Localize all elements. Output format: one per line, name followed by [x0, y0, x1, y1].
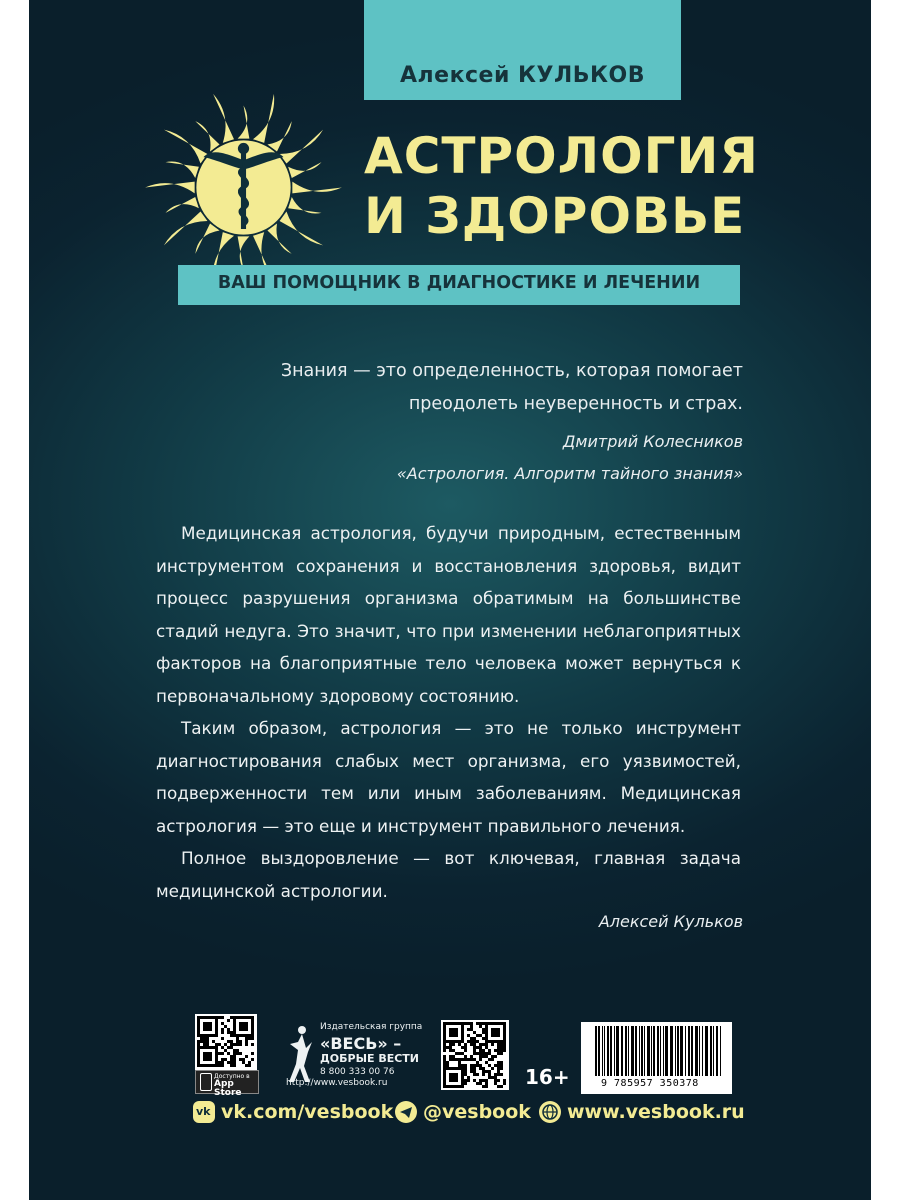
sun-ray — [267, 224, 291, 254]
sun-ray — [213, 94, 234, 143]
sun-ray — [166, 161, 199, 178]
title-line-1: АСТРОЛОГИЯ — [364, 127, 759, 185]
annotation-text — [156, 517, 741, 907]
sun-ray — [280, 211, 324, 245]
website-qr-code[interactable] — [441, 1020, 509, 1090]
isbn-number: 9 785957 350378 — [601, 1078, 699, 1089]
barcode-bars — [581, 1022, 732, 1078]
epigraph-author: Дмитрий Колесников — [562, 432, 743, 451]
publisher-block — [282, 1020, 434, 1090]
age-rating: 16+ — [525, 1065, 570, 1089]
telegram-link[interactable] — [395, 1101, 531, 1123]
publisher-url[interactable]: http://www.vesbook.ru — [286, 1078, 388, 1088]
paragraph-1: Медицинская астрология, будучи природным, естественным инструментом сохранения и восстановления здоровья, видит процесс разрушения организма обратимым на большинстве стадий недуга. Это значит, что при изменении неблагоприятных факторов на благоприятные тело человека может вернуться к первоначальному здоровому состоянию. — [156, 523, 741, 706]
sun-ray — [288, 162, 321, 178]
vk-link[interactable] — [193, 1101, 393, 1123]
title-line-2: И ЗДОРОВЬЕ — [364, 187, 746, 245]
appstore-line-2: App Store — [214, 1079, 242, 1098]
vk-link-text: vk.com/vesbook — [221, 1101, 394, 1123]
appstore-badge[interactable] — [195, 1070, 259, 1098]
sun-ray — [238, 106, 250, 139]
sun-ray — [288, 197, 321, 214]
sun-caduceus-icon — [141, 85, 346, 290]
publisher-name-2: ДОБРЫЕ ВЕСТИ — [320, 1052, 420, 1065]
sun-ray — [195, 121, 219, 151]
vk-icon: vk — [193, 1101, 215, 1123]
subtitle: ВАШ ПОМОЩНИК В ДИАГНОСТИКЕ И ЛЕЧЕНИИ — [217, 273, 701, 293]
sun-ray — [267, 121, 291, 151]
appstore-qr-code[interactable] — [195, 1014, 257, 1070]
author-name: Алексей КУЛЬКОВ — [400, 63, 645, 88]
qr-pattern — [441, 1020, 509, 1090]
qr-pattern — [195, 1014, 257, 1070]
epigraph — [281, 355, 743, 421]
sun-ray — [292, 182, 342, 194]
publisher-logo-icon — [284, 1022, 316, 1086]
book-title — [364, 126, 759, 246]
signature: Алексей Кульков — [598, 912, 743, 931]
isbn-barcode — [581, 1022, 732, 1094]
website-link[interactable] — [539, 1101, 745, 1123]
telegram-icon — [395, 1101, 417, 1123]
publisher-name-1: «ВЕСЬ» – — [320, 1034, 402, 1053]
epigraph-line-1: Знания — это определенность, которая помогает — [280, 361, 743, 381]
social-links — [29, 1101, 871, 1127]
website-link-text: www.vesbook.ru — [567, 1101, 745, 1123]
publisher-group: Издательская группа — [320, 1022, 423, 1032]
sun-ray — [164, 130, 208, 164]
epigraph-attribution — [397, 426, 743, 490]
paragraph-3: Полное выздоровление — вот ключевая, главная задача медицинской астрологии. — [156, 848, 741, 901]
epigraph-source: «Астрология. Алгоритм тайного знания» — [396, 464, 743, 483]
publisher-phone: 8 800 333 00 76 — [320, 1067, 395, 1077]
sun-ray — [166, 197, 199, 213]
author-tab — [364, 0, 681, 100]
sun-ray — [195, 224, 219, 254]
telegram-link-text: @vesbook — [423, 1101, 531, 1123]
epigraph-line-2: преодолеть неуверенность и страх. — [408, 394, 743, 414]
sun-ray — [253, 94, 274, 143]
phone-icon — [200, 1073, 212, 1091]
paragraph-2: Таким образом, астрология — это не только инструмент диагностирования слабых мест организма, его уязвимостей, подверженности тем или иным заболеваниям. Медицинская астрология — это еще и инструмент правильного лечения. — [156, 718, 741, 836]
subtitle-band — [178, 265, 740, 305]
appstore-line-1: Доступно в — [214, 1073, 250, 1080]
sun-ray — [145, 182, 195, 194]
book-cover — [29, 0, 871, 1200]
globe-icon — [539, 1101, 561, 1123]
